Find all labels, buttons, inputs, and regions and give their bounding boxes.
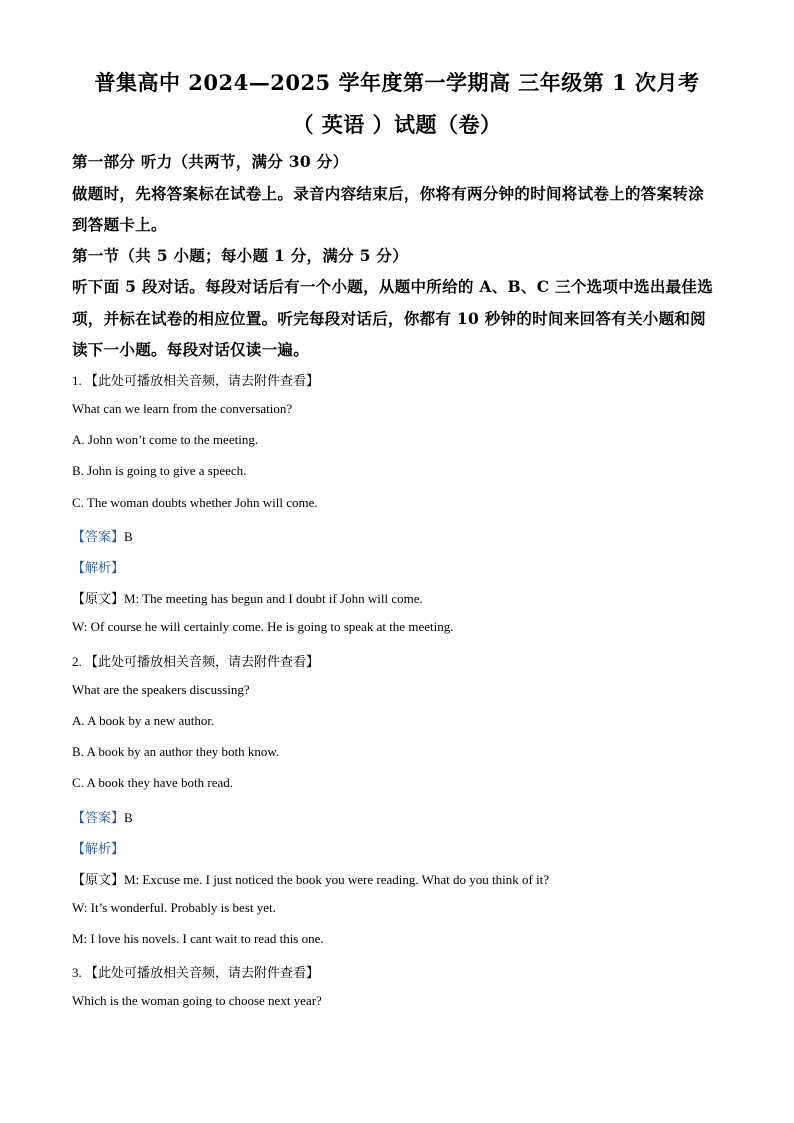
transcript-text: M: The meeting has begun and I doubt if John will come.	[124, 591, 423, 606]
transcript-label: 【原文】	[72, 872, 125, 887]
question-1-option-c: C. The woman doubts whether John will come.	[72, 495, 318, 510]
question-2-option-a: A. A book by a new author.	[72, 713, 215, 728]
answer-label: 【答案】	[72, 529, 125, 544]
analysis-label: 【解析】	[72, 560, 125, 575]
question-2-transcript-line-1	[72, 869, 549, 888]
question-1-option-a: A. John won’t come to the meeting.	[72, 432, 259, 447]
question-2-option-b: B. A book by an author they both know.	[72, 744, 280, 759]
question-2-transcript-line-3: M: I love his novels. I cant wait to read this one.	[72, 931, 324, 946]
exam-title: 普集高中 2024—2025 学年度第一学期高 三年级第 1 次月考	[94, 70, 700, 95]
section-description-line-1: 听下面 5 段对话。每段对话后有一个小题，从题中所给的 A、B、C 三个选项中选出最佳选	[72, 277, 714, 296]
part-description-line-1: 做题时，先将答案标在试卷上。录音内容结束后，你将有两分钟的时间将试卷上的答案转涂	[72, 184, 705, 203]
question-2-transcript-line-2: W: It’s wonderful. Probably is best yet.	[72, 900, 276, 915]
transcript-text: M: Excuse me. I just noticed the book you were reading. What do you think of it?	[124, 872, 550, 887]
answer-value: B	[124, 810, 133, 825]
question-3-header: 3. 【此处可播放相关音频，请去附件查看】	[72, 965, 320, 980]
section-heading: 第一节（共 5 小题；每小题 1 分，满分 5 分）	[72, 246, 409, 265]
question-1-analysis	[72, 557, 124, 576]
question-2-stem: What are the speakers discussing?	[72, 682, 250, 697]
question-1-transcript-line-2: W: Of course he will certainly come. He is going to speak at the meeting.	[72, 619, 454, 634]
analysis-label: 【解析】	[72, 841, 125, 856]
section-description-line-2: 项，并标在试卷的相应位置。听完每段对话后，你都有 10 秒钟的时间来回答有关小题和阅	[72, 309, 706, 328]
question-1-answer	[72, 526, 133, 545]
section-description-line-3: 读下一小题。每段对话仅读一遍。	[72, 340, 310, 359]
part-description-line-2: 到答题卡上。	[72, 215, 167, 234]
question-1-stem: What can we learn from the conversation?	[72, 401, 293, 416]
transcript-label: 【原文】	[72, 591, 125, 606]
question-1-header: 1. 【此处可播放相关音频，请去附件查看】	[72, 373, 320, 388]
question-2-answer	[72, 807, 133, 826]
part-heading: 第一部分 听力（共两节，满分 30 分）	[72, 152, 349, 171]
answer-value: B	[124, 529, 133, 544]
question-1-option-b: B. John is going to give a speech.	[72, 463, 247, 478]
question-2-analysis	[72, 838, 124, 857]
question-1-transcript-line-1	[72, 588, 423, 607]
exam-subtitle: （ 英语 ）试题（卷）	[292, 112, 502, 137]
question-2-header: 2. 【此处可播放相关音频，请去附件查看】	[72, 654, 320, 669]
question-2-option-c: C. A book they have both read.	[72, 775, 234, 790]
answer-label: 【答案】	[72, 810, 125, 825]
question-3-stem: Which is the woman going to choose next year?	[72, 993, 322, 1008]
